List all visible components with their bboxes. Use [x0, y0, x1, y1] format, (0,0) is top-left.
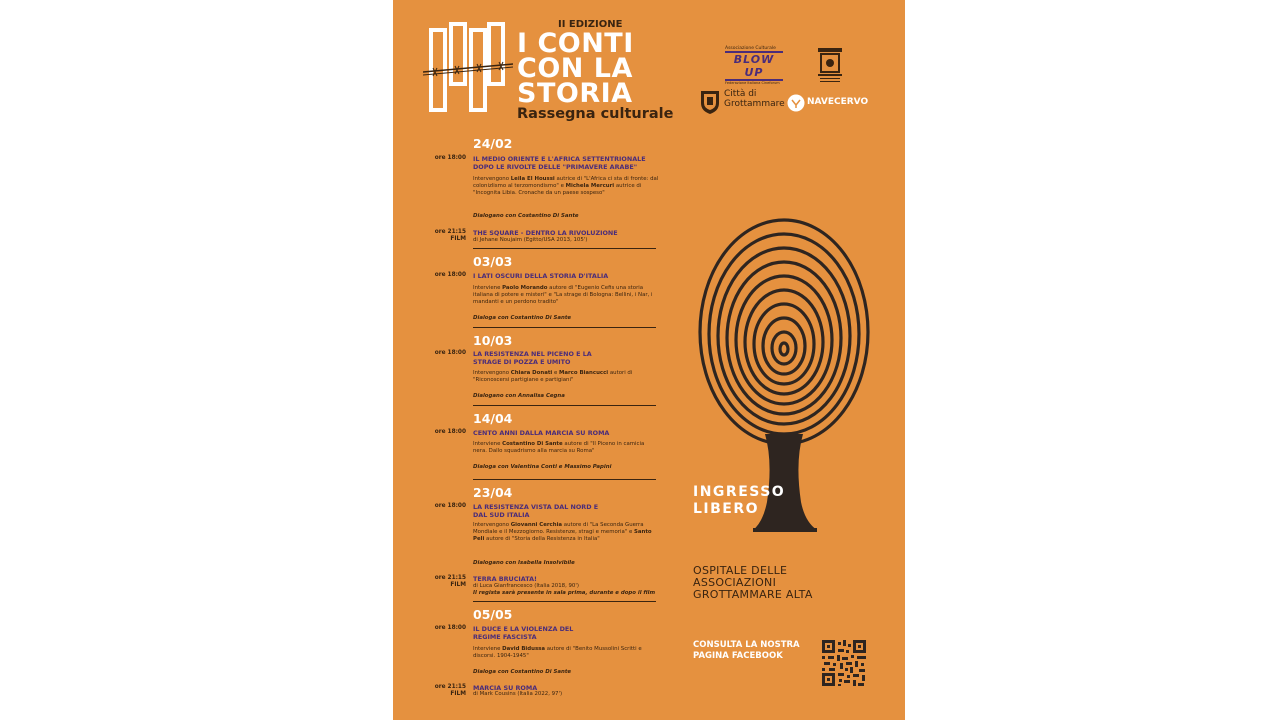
event-time: ore 18:00 — [434, 503, 466, 509]
navecervo-logo-icon — [787, 94, 805, 112]
desc-text: autore di "La Seconda Guerra Mondiale e il Mezzogiorno. Resistenze, stragi e memoria" e — [473, 522, 644, 535]
event-time: ore 18:00 — [434, 625, 466, 631]
event-dialog: Dialoga con Valentina Conti e Massimo Papini — [473, 464, 612, 470]
qr-code-icon[interactable] — [822, 640, 866, 686]
speaker-name: Costantino Di Sante — [502, 441, 563, 447]
event-description — [473, 646, 663, 660]
event-dialog: Dialoga con Costantino Di Sante — [473, 315, 572, 321]
theatre-logo-icon — [816, 46, 844, 86]
facebook-cta — [693, 640, 800, 662]
separator — [473, 248, 656, 249]
speaker-name: Michela Mercuri — [565, 183, 615, 189]
event-dialog: Dialoga con Costantino Di Sante — [473, 669, 572, 675]
separator — [473, 479, 656, 480]
film-title: TERRA BRUCIATA! — [473, 575, 537, 583]
event-title: IL DUCE E LA VIOLENZA DEL REGIME FASCISTA — [473, 625, 574, 641]
film-time — [398, 229, 466, 243]
film-label: FILM — [450, 691, 466, 697]
event-time: ore 18:00 — [434, 350, 466, 356]
title-line: I CONTI — [517, 28, 634, 59]
title-line: STORIA — [517, 78, 633, 109]
separator — [473, 327, 656, 328]
event-time: ore 18:00 — [434, 272, 466, 278]
event-description — [473, 285, 663, 306]
event-time: ore 18:00 — [434, 155, 466, 161]
facebook-cta-line1: CONSULTA LA NOSTRA — [693, 640, 800, 650]
event-title: LA RESISTENZA VISTA DAL NORD E DAL SUD ITALIA — [473, 503, 599, 519]
poster-title — [517, 28, 634, 109]
desc-text: Intervengono — [473, 176, 511, 182]
poster-subtitle: Rassegna culturale — [517, 106, 674, 122]
desc-text: autrice di "L'Africa ci sta di fronte: dal colonizlismo al terzomondismo" e — [473, 176, 659, 189]
event-date: 03/03 — [473, 254, 513, 269]
event-title: CENTO ANNI DALLA MARCIA SU ROMA — [473, 429, 610, 437]
film-note: Il regista sarà presente in sala prima, durante e dopo il film — [473, 590, 656, 596]
film-label: FILM — [450, 236, 466, 242]
film-label: FILM — [450, 582, 466, 588]
desc-text: autore di "Benito Mussolini Scritti e discorsi. 1904-1945" — [473, 646, 642, 659]
event-description — [473, 441, 648, 455]
film-time-value: ore 21:15 — [434, 575, 466, 581]
film-description: di Mark Cousins (Italia 2022, 97') — [473, 691, 563, 697]
speaker-name: Santo Peli — [473, 529, 652, 542]
city-line2: Grottammare — [724, 99, 785, 109]
edition-label: II EDIZIONE — [558, 19, 623, 30]
film-time — [398, 684, 466, 698]
desc-text: autore di "Eugenio Cefis una storia italiana di potere e misteri" e "La strage di Bologna: Bellini, i Nar, i mandanti e un perdono tradito" — [473, 285, 653, 305]
title-line: CON LA — [517, 53, 633, 84]
speaker-name: Marco Biancucci — [559, 370, 609, 376]
event-description — [473, 370, 663, 384]
desc-text: Interviene — [473, 285, 503, 291]
desc-text: e — [552, 370, 560, 376]
desc-text: autrice di "Incognita Libia. Cronache da un paese sospeso" — [473, 183, 642, 196]
host-line2: ASSOCIAZIONI — [693, 576, 777, 589]
host-label — [693, 565, 813, 601]
desc-text: Intervengono — [473, 522, 511, 528]
event-time: ore 18:00 — [434, 429, 466, 435]
navecervo-name — [807, 97, 868, 107]
host-line1: OSPITALE DELLE — [693, 564, 788, 577]
film-description: di Luca Gianfrancesco (Italia 2018, 90') — [473, 583, 579, 589]
desc-text: Interviene — [473, 646, 503, 652]
facebook-cta-line2: PAGINA FACEBOOK — [693, 651, 783, 661]
event-title: LA RESISTENZA NEL PICENO E LA STRAGE DI POZZA E UMITO — [473, 350, 592, 366]
film-title: THE SQUARE - DENTRO LA RIVOLUZIONE — [473, 229, 618, 237]
event-date: 14/04 — [473, 411, 513, 426]
speaker-name: David Bidussa — [502, 646, 546, 652]
event-description — [473, 176, 663, 197]
event-description — [473, 522, 663, 543]
free-entry-line2: LIBERO — [693, 501, 760, 517]
desc-text: autori di "Riconoscersi partigiane e partigiani" — [473, 370, 633, 383]
speaker-name: Chiara Donati — [510, 370, 553, 376]
event-title: I LATI OSCURI DELLA STORIA D'ITALIA — [473, 272, 609, 280]
desc-text: Interviene — [473, 441, 503, 447]
blowup-name: BLOW UP — [725, 51, 783, 81]
desc-text: autore di "Storia della Resistenza in Italia" — [484, 536, 600, 542]
speaker-name: Leila El Houssi — [510, 176, 555, 182]
city-line1: Città di — [724, 89, 757, 99]
host-line3: GROTTAMMARE ALTA — [693, 588, 813, 601]
separator — [473, 601, 656, 602]
speaker-name: Paolo Morando — [502, 285, 548, 291]
desc-text: autore di "Il Piceno in camicia nera. Dallo squadrismo alla marcia su Roma" — [473, 441, 645, 454]
event-date: 24/02 — [473, 136, 513, 151]
film-time — [398, 575, 466, 589]
film-description: di Jehane Noujaim (Egitto/USA 2013, 105') — [473, 237, 588, 243]
desc-text: Intervengono — [473, 370, 511, 376]
speaker-name: Giovanni Cerchia — [510, 522, 563, 528]
blowup-bottom-text: Federazione Italiana Cineforum — [725, 81, 780, 85]
event-date: 10/03 — [473, 333, 513, 348]
event-date: 05/05 — [473, 607, 513, 622]
city-logo-text — [724, 89, 785, 109]
blowup-top-text: Associazione Culturale — [725, 46, 776, 51]
event-date: 23/04 — [473, 485, 513, 500]
event-dialog: Dialogano con Annalisa Cegna — [473, 393, 565, 399]
event-dialog: Dialogano con Isabella Insolvibile — [473, 560, 575, 566]
event-title: IL MEDIO ORIENTE E L'AFRICA SETTENTRIONALE DOPO LE RIVOLTE DELLE "PRIMAVERE ARABE" — [473, 155, 646, 171]
blowup-logo — [725, 46, 797, 85]
event-logo-icon — [423, 20, 513, 120]
separator — [473, 405, 656, 406]
event-dialog: Dialogano con Costantino Di Sante — [473, 213, 579, 219]
city-crest-icon — [699, 87, 721, 115]
free-entry-line1: INGRESSO — [693, 484, 786, 500]
free-entry-label — [693, 484, 785, 518]
navecervo-a: NAVE — [807, 97, 834, 107]
event-poster — [393, 0, 905, 720]
film-title: MARCIA SU ROMA — [473, 684, 538, 692]
film-time-value: ore 21:15 — [434, 684, 466, 690]
film-time-value: ore 21:15 — [434, 229, 466, 235]
navecervo-b: CERVO — [834, 97, 869, 107]
